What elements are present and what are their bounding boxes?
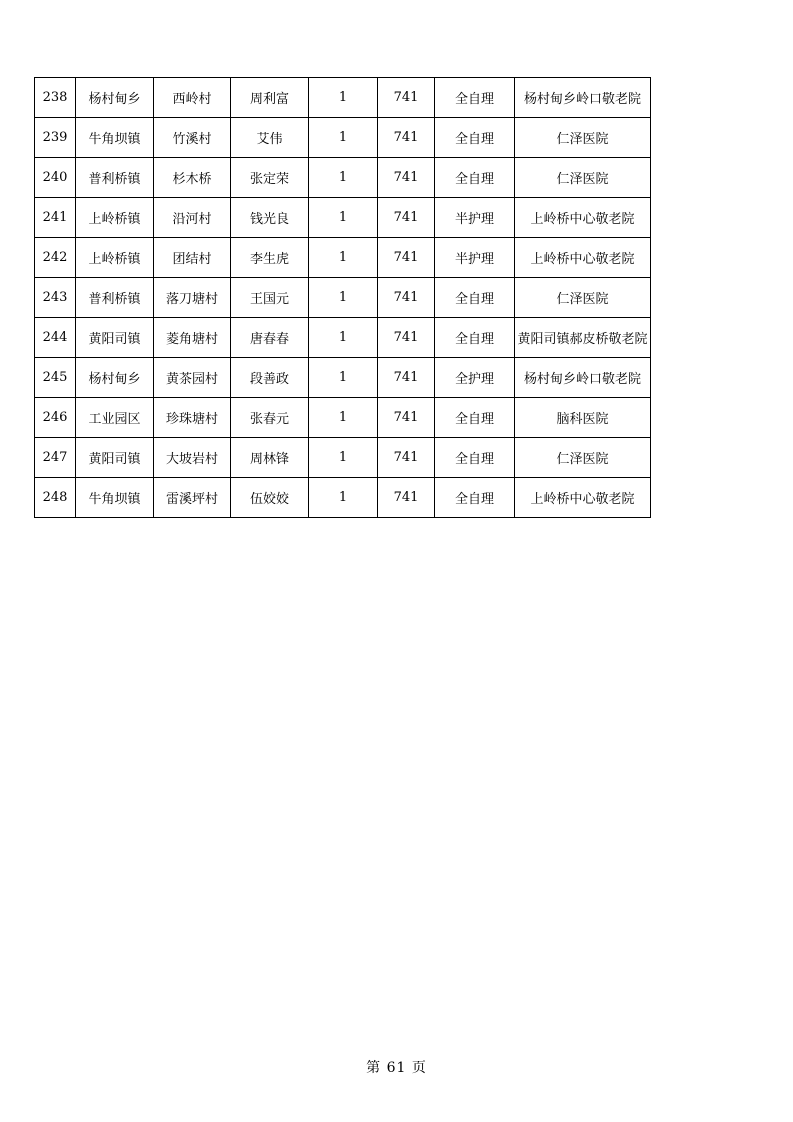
amount-cell: 741 bbox=[378, 318, 435, 358]
name-cell: 艾伟 bbox=[231, 118, 309, 158]
institution-cell: 杨村甸乡岭口敬老院 bbox=[515, 78, 651, 118]
town-cell: 普利桥镇 bbox=[76, 278, 154, 318]
table-body bbox=[35, 78, 651, 518]
village-cell: 大坡岩村 bbox=[154, 438, 231, 478]
institution-cell: 黄阳司镇郝皮桥敬老院 bbox=[515, 318, 651, 358]
village-cell: 雷溪坪村 bbox=[154, 478, 231, 518]
care-level-cell: 全自理 bbox=[435, 158, 515, 198]
name-cell: 张春元 bbox=[231, 398, 309, 438]
amount-cell: 741 bbox=[378, 118, 435, 158]
town-cell: 杨村甸乡 bbox=[76, 78, 154, 118]
town-cell: 上岭桥镇 bbox=[76, 238, 154, 278]
name-cell: 李生虎 bbox=[231, 238, 309, 278]
village-cell: 珍珠塘村 bbox=[154, 398, 231, 438]
count-cell: 1 bbox=[309, 478, 378, 518]
table-row bbox=[35, 398, 651, 438]
care-level-cell: 全自理 bbox=[435, 118, 515, 158]
town-cell: 上岭桥镇 bbox=[76, 198, 154, 238]
table-row bbox=[35, 478, 651, 518]
care-level-cell: 全自理 bbox=[435, 438, 515, 478]
care-level-cell: 全自理 bbox=[435, 318, 515, 358]
institution-cell: 上岭桥中心敬老院 bbox=[515, 198, 651, 238]
name-cell: 唐春春 bbox=[231, 318, 309, 358]
institution-cell: 上岭桥中心敬老院 bbox=[515, 238, 651, 278]
row-index-cell: 240 bbox=[35, 158, 76, 198]
count-cell: 1 bbox=[309, 78, 378, 118]
table-row bbox=[35, 198, 651, 238]
row-index-cell: 247 bbox=[35, 438, 76, 478]
care-level-cell: 全护理 bbox=[435, 358, 515, 398]
town-cell: 黄阳司镇 bbox=[76, 318, 154, 358]
amount-cell: 741 bbox=[378, 158, 435, 198]
row-index-cell: 238 bbox=[35, 78, 76, 118]
town-cell: 杨村甸乡 bbox=[76, 358, 154, 398]
town-cell: 普利桥镇 bbox=[76, 158, 154, 198]
row-index-cell: 248 bbox=[35, 478, 76, 518]
amount-cell: 741 bbox=[378, 398, 435, 438]
table-row bbox=[35, 78, 651, 118]
count-cell: 1 bbox=[309, 198, 378, 238]
amount-cell: 741 bbox=[378, 238, 435, 278]
village-cell: 黄茶园村 bbox=[154, 358, 231, 398]
village-cell: 沿河村 bbox=[154, 198, 231, 238]
name-cell: 周利富 bbox=[231, 78, 309, 118]
town-cell: 牛角坝镇 bbox=[76, 478, 154, 518]
care-level-cell: 半护理 bbox=[435, 238, 515, 278]
table-row bbox=[35, 358, 651, 398]
village-cell: 团结村 bbox=[154, 238, 231, 278]
care-level-cell: 全自理 bbox=[435, 78, 515, 118]
village-cell: 落刀塘村 bbox=[154, 278, 231, 318]
care-level-cell: 全自理 bbox=[435, 398, 515, 438]
row-index-cell: 239 bbox=[35, 118, 76, 158]
row-index-cell: 241 bbox=[35, 198, 76, 238]
amount-cell: 741 bbox=[378, 358, 435, 398]
page-number: 第 61 页 bbox=[366, 1060, 427, 1076]
count-cell: 1 bbox=[309, 318, 378, 358]
town-cell: 牛角坝镇 bbox=[76, 118, 154, 158]
care-level-cell: 全自理 bbox=[435, 478, 515, 518]
table-row bbox=[35, 238, 651, 278]
row-index-cell: 245 bbox=[35, 358, 76, 398]
village-cell: 菱角塘村 bbox=[154, 318, 231, 358]
table-row bbox=[35, 158, 651, 198]
town-cell: 黄阳司镇 bbox=[76, 438, 154, 478]
table-row bbox=[35, 438, 651, 478]
village-cell: 竹溪村 bbox=[154, 118, 231, 158]
count-cell: 1 bbox=[309, 158, 378, 198]
institution-cell: 上岭桥中心敬老院 bbox=[515, 478, 651, 518]
amount-cell: 741 bbox=[378, 198, 435, 238]
name-cell: 钱光良 bbox=[231, 198, 309, 238]
data-table bbox=[34, 77, 651, 518]
table-row bbox=[35, 118, 651, 158]
amount-cell: 741 bbox=[378, 438, 435, 478]
count-cell: 1 bbox=[309, 438, 378, 478]
institution-cell: 仁泽医院 bbox=[515, 438, 651, 478]
row-index-cell: 243 bbox=[35, 278, 76, 318]
village-cell: 杉木桥 bbox=[154, 158, 231, 198]
count-cell: 1 bbox=[309, 358, 378, 398]
care-level-cell: 半护理 bbox=[435, 198, 515, 238]
institution-cell: 脑科医院 bbox=[515, 398, 651, 438]
count-cell: 1 bbox=[309, 278, 378, 318]
amount-cell: 741 bbox=[378, 78, 435, 118]
table-row bbox=[35, 318, 651, 358]
institution-cell: 仁泽医院 bbox=[515, 158, 651, 198]
care-level-cell: 全自理 bbox=[435, 278, 515, 318]
row-index-cell: 242 bbox=[35, 238, 76, 278]
institution-cell: 杨村甸乡岭口敬老院 bbox=[515, 358, 651, 398]
count-cell: 1 bbox=[309, 238, 378, 278]
institution-cell: 仁泽医院 bbox=[515, 278, 651, 318]
name-cell: 张定荣 bbox=[231, 158, 309, 198]
name-cell: 王国元 bbox=[231, 278, 309, 318]
name-cell: 伍姣姣 bbox=[231, 478, 309, 518]
town-cell: 工业园区 bbox=[76, 398, 154, 438]
row-index-cell: 244 bbox=[35, 318, 76, 358]
village-cell: 西岭村 bbox=[154, 78, 231, 118]
count-cell: 1 bbox=[309, 398, 378, 438]
amount-cell: 741 bbox=[378, 478, 435, 518]
name-cell: 段善政 bbox=[231, 358, 309, 398]
name-cell: 周林锋 bbox=[231, 438, 309, 478]
count-cell: 1 bbox=[309, 118, 378, 158]
amount-cell: 741 bbox=[378, 278, 435, 318]
row-index-cell: 246 bbox=[35, 398, 76, 438]
institution-cell: 仁泽医院 bbox=[515, 118, 651, 158]
table-row bbox=[35, 278, 651, 318]
